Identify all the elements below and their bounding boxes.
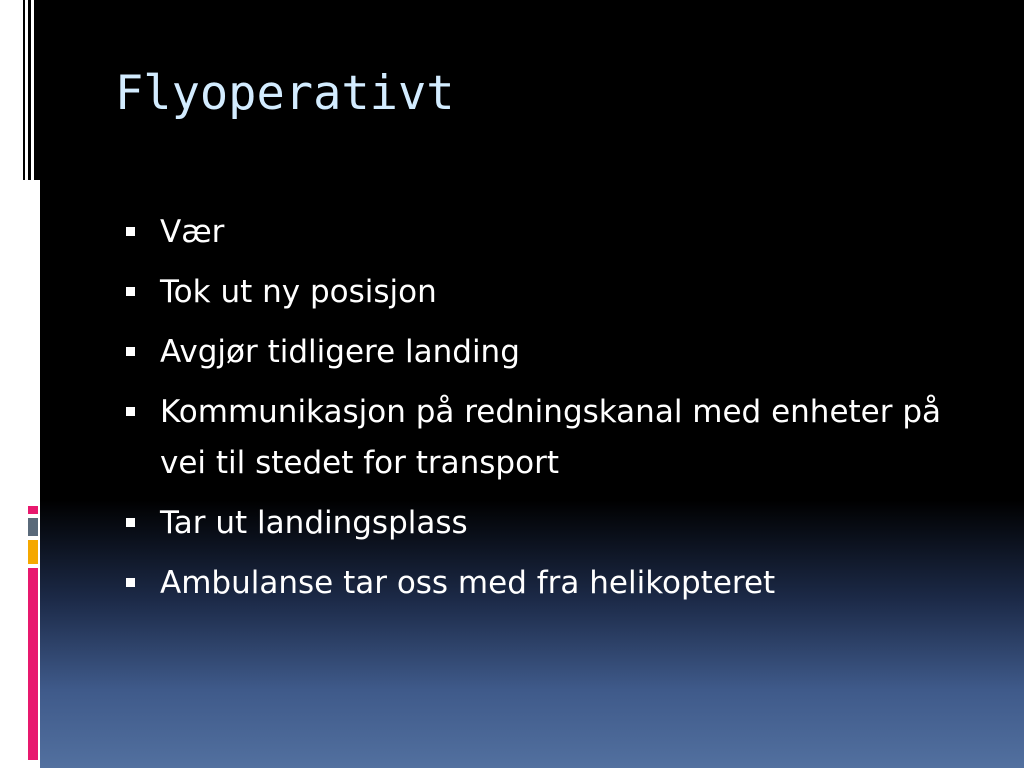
bullet-item xyxy=(124,498,984,549)
decor-bars-bottom xyxy=(28,506,40,768)
slide-title: Flyoperativt xyxy=(115,66,455,121)
bullet-item xyxy=(124,207,984,258)
decor-bar xyxy=(34,0,40,180)
square-bullet-icon xyxy=(126,287,135,296)
decor-bar xyxy=(28,0,31,180)
decor-bar xyxy=(23,0,25,180)
bullet-item xyxy=(124,267,984,318)
decor-segment-orange xyxy=(28,540,38,564)
square-bullet-icon xyxy=(126,227,135,236)
square-bullet-icon xyxy=(126,407,135,416)
bullet-item xyxy=(124,387,984,489)
decor-bars-top xyxy=(23,0,40,180)
decor-segment-pink xyxy=(28,506,38,514)
bullet-item xyxy=(124,327,984,378)
bullet-text: Avgjør tidligere landing xyxy=(160,334,520,370)
decor-segment-pink-long xyxy=(28,568,38,760)
bullet-item xyxy=(124,558,984,609)
bullet-text: Tok ut ny posisjon xyxy=(160,274,437,310)
left-decor-strip xyxy=(0,0,40,768)
square-bullet-icon xyxy=(126,578,135,587)
bullet-text: Kommunikasjon på redningskanal med enheter på vei til stedet for transport xyxy=(160,394,942,481)
decor-segment-gray xyxy=(28,518,38,536)
bullet-list xyxy=(124,207,984,618)
bullet-text: Ambulanse tar oss med fra helikopteret xyxy=(160,565,776,601)
square-bullet-icon xyxy=(126,518,135,527)
square-bullet-icon xyxy=(126,347,135,356)
bullet-text: Tar ut landingsplass xyxy=(160,505,468,541)
bullet-text: Vær xyxy=(160,214,225,250)
